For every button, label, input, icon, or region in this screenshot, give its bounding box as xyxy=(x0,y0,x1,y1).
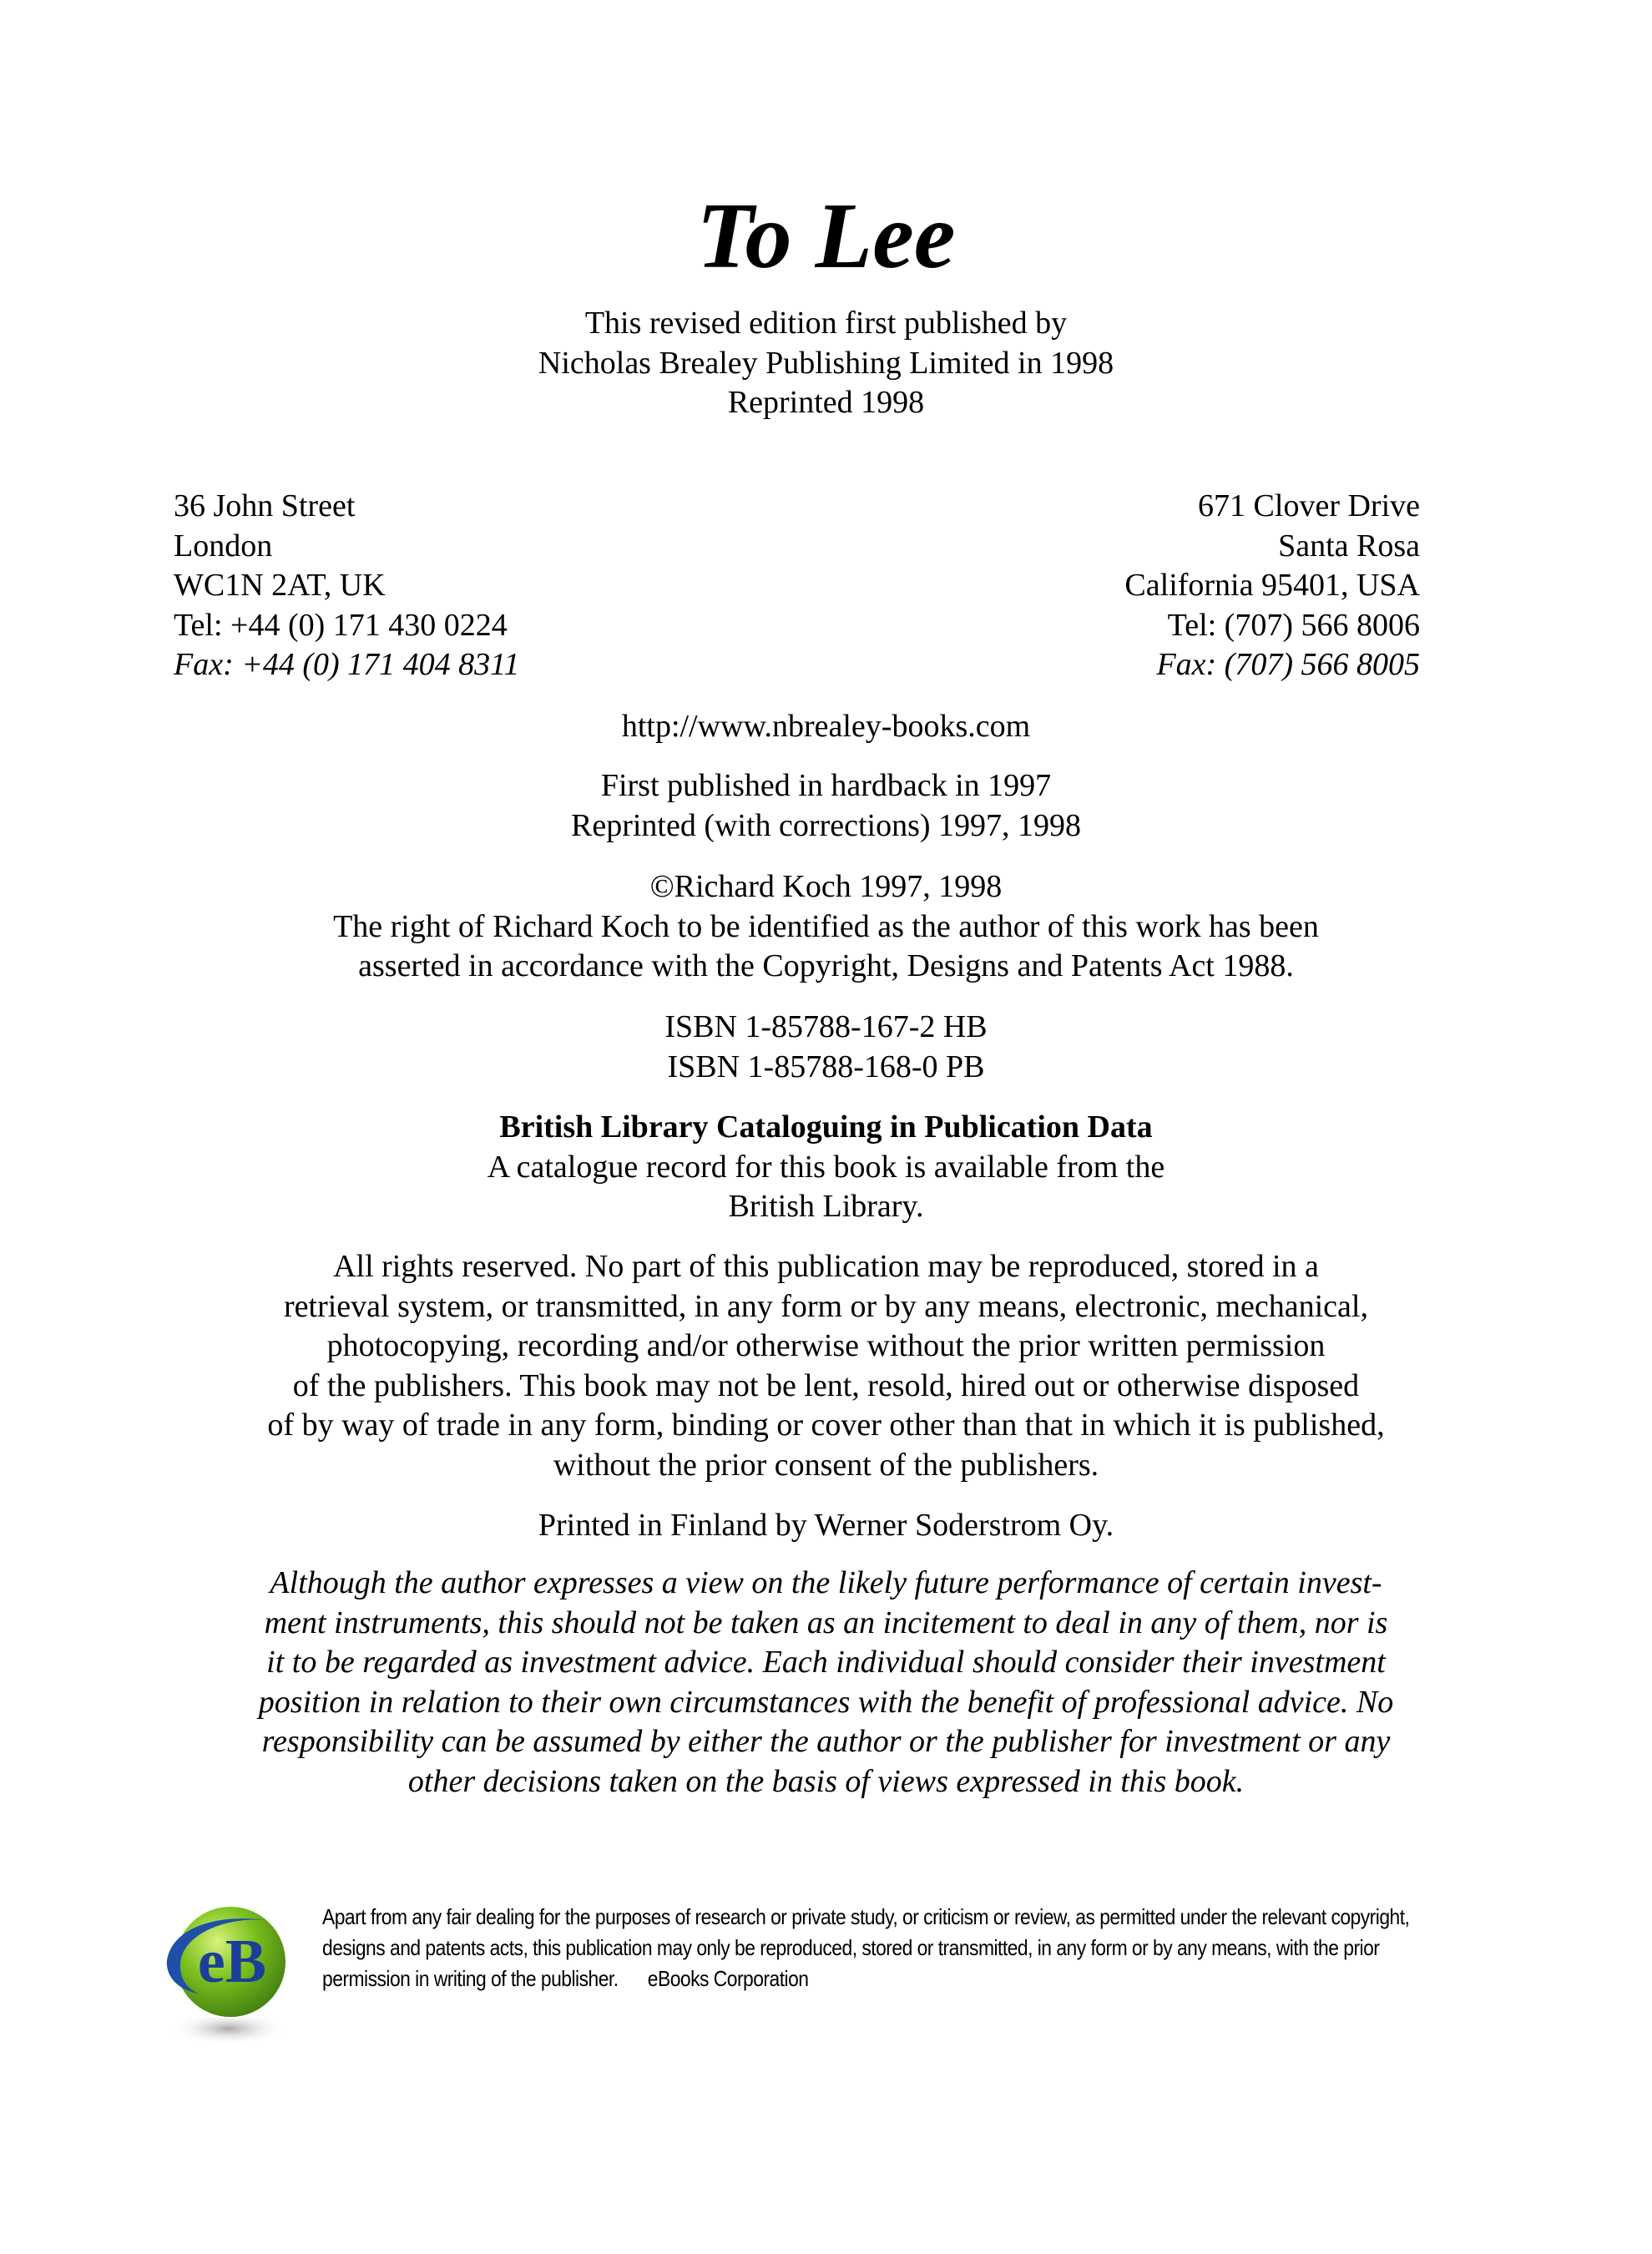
logo-letters: eB xyxy=(197,1928,267,1996)
ebooks-corporation: eBooks Corporation xyxy=(647,1966,809,1991)
us-fax: Fax: (707) 566 8005 xyxy=(1156,647,1420,682)
rights-line: All rights reserved. No part of this publication may be reproduced, stored in a xyxy=(333,1249,1319,1284)
publication-line: This revised edition first published by xyxy=(584,306,1068,341)
publisher-website: http://www.nbrealey-books.com xyxy=(621,709,1031,744)
first-published-block xyxy=(0,766,1652,846)
us-telephone: Tel: (707) 566 8006 xyxy=(1167,607,1420,643)
isbn-line: ISBN 1-85788-167-2 HB xyxy=(664,1009,988,1044)
notice-line: permission in writing of the publisher. xyxy=(322,1966,619,1991)
disclaimer-line: other decisions taken on the basis of views expressed in this book. xyxy=(407,1763,1245,1799)
uk-city: London xyxy=(174,528,273,564)
cataloguing-heading: British Library Cataloguing in Publication Data xyxy=(499,1109,1153,1145)
printer-statement: Printed in Finland by Werner Soderstrom Oy. xyxy=(538,1508,1114,1543)
dedication-title: To Lee xyxy=(696,184,956,288)
isbn-line: ISBN 1-85788-168-0 PB xyxy=(667,1049,985,1084)
rights-line: of the publishers. This book may not be lent, resold, hired out or otherwise disposed xyxy=(292,1367,1360,1403)
rights-line: without the prior consent of the publishers. xyxy=(553,1447,1099,1483)
copyright-line: ©Richard Koch 1997, 1998 xyxy=(649,869,1003,904)
uk-address xyxy=(174,487,519,685)
uk-street: 36 John Street xyxy=(174,488,356,523)
notice-line: Apart from any fair dealing for the purposes of research or private study, or criticism or review, as permitted under the relevant copyright, xyxy=(322,1904,1410,1929)
cataloguing-line: British Library. xyxy=(728,1189,924,1224)
us-city: Santa Rosa xyxy=(1278,528,1420,564)
disclaimer-line: responsibility can be assumed by either the author or the publisher for investment or any xyxy=(261,1724,1391,1759)
us-street: 671 Clover Drive xyxy=(1198,488,1420,523)
rights-line: of by way of trade in any form, binding or cover other than that in which it is published, xyxy=(267,1407,1385,1443)
uk-telephone: Tel: +44 (0) 171 430 0224 xyxy=(174,607,508,643)
notice-line: designs and patents acts, this publication may only be reproduced, stored or transmitted, in any form or by any means, with the prior xyxy=(322,1935,1380,1960)
copyright-line: The right of Richard Koch to be identified as the author of this work has been xyxy=(333,908,1319,944)
first-published-line: First published in hardback in 1997 xyxy=(600,768,1052,803)
rights-line: photocopying, recording and/or otherwise without the prior written permission xyxy=(326,1328,1326,1363)
disclaimer-line: position in relation to their own circumstances with the benefit of professional advice. No xyxy=(258,1684,1394,1720)
publication-line: Reprinted 1998 xyxy=(727,385,925,420)
uk-fax: Fax: +44 (0) 171 404 8311 xyxy=(174,647,520,682)
disclaimer-line: ment instruments, this should not be taken as an incitement to deal in any of them, nor is xyxy=(264,1605,1388,1640)
rights-reserved-block xyxy=(0,1247,1652,1485)
ebooks-notice xyxy=(322,1902,1410,1994)
publication-statement xyxy=(0,304,1652,423)
notice-line-last xyxy=(322,1963,1351,1994)
disclaimer-line: Although the author expresses a view on the likely future performance of certain invest- xyxy=(270,1565,1382,1600)
disclaimer-line: it to be regarded as investment advice. Each individual should consider their investment xyxy=(266,1645,1386,1680)
copyright-block xyxy=(0,867,1652,987)
logo-shadow xyxy=(170,2012,287,2045)
first-published-line: Reprinted (with corrections) 1997, 1998 xyxy=(570,807,1082,843)
us-address xyxy=(1124,487,1420,685)
copyright-line: asserted in accordance with the Copyright, Designs and Patents Act 1988. xyxy=(358,948,1294,983)
uk-postcode: WC1N 2AT, UK xyxy=(174,568,386,603)
rights-line: retrieval system, or transmitted, in any form or by any means, electronic, mechanical, xyxy=(284,1288,1368,1324)
ebooks-logo-icon xyxy=(157,1895,299,2049)
investment-disclaimer xyxy=(0,1564,1652,1802)
isbn-block xyxy=(0,1008,1652,1087)
cataloguing-block xyxy=(0,1108,1652,1227)
us-postcode: California 95401, USA xyxy=(1124,568,1420,603)
cataloguing-line: A catalogue record for this book is available from the xyxy=(487,1149,1165,1185)
publication-line: Nicholas Brealey Publishing Limited in 1998 xyxy=(538,345,1114,381)
